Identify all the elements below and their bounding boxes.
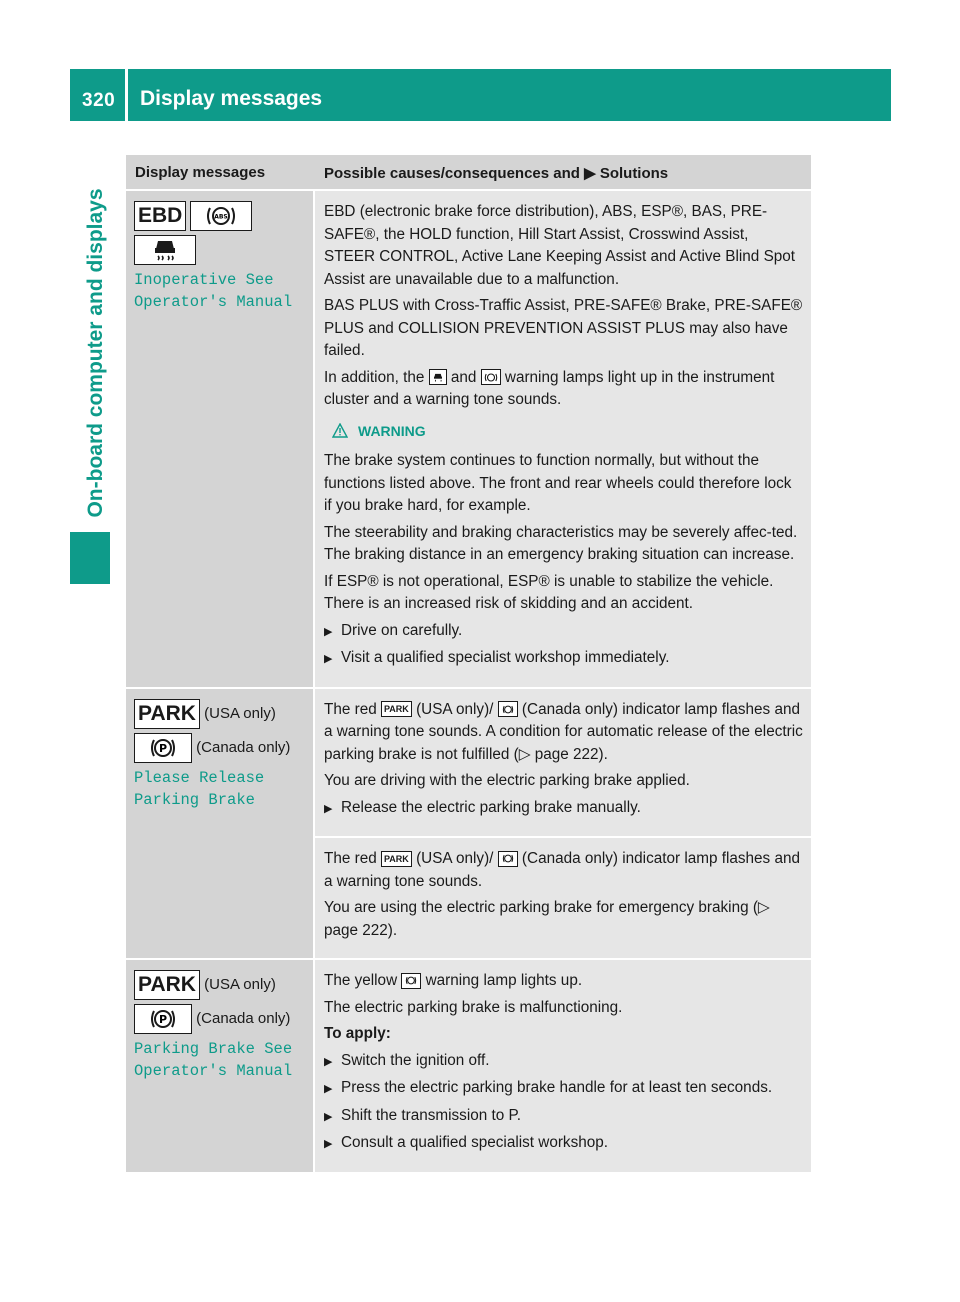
display-messages-table: [126, 155, 811, 1172]
display-message-line: Operator's Manual: [134, 293, 293, 311]
cause-text: [324, 699, 803, 767]
svg-text:P: P: [158, 741, 168, 755]
ebd-icon: EBD: [134, 201, 186, 231]
svg-text:P: P: [158, 1013, 168, 1026]
side-tab-marker: [70, 532, 110, 584]
display-cell: [126, 960, 313, 1172]
step-arrow-icon: ▶: [324, 1110, 333, 1123]
park-icon: PARK: [381, 701, 412, 717]
step-text: Shift the transmission to P.: [341, 1106, 521, 1124]
to-apply-heading: To apply:: [324, 1025, 391, 1042]
svg-text:ABS: ABS: [214, 213, 229, 221]
cause-text: BAS PLUS with Cross-Traffic Assist, PRE-SAFE® Brake, PRE-SAFE® PLUS and COLLISION PREVENTION ASSIST PLUS may also have failed.: [324, 297, 803, 359]
display-cell: [126, 689, 313, 959]
park-icon: PARK: [381, 851, 412, 867]
side-tab-label: On-board computer and displays: [84, 188, 107, 518]
warning-heading: [332, 420, 803, 443]
text-fragment: (Canada only) indicator lamp flashes and a warning tone sounds.: [324, 850, 800, 890]
step-arrow-icon: ▶: [324, 1138, 333, 1150]
warning-text: The brake system continues to function normally, but without the functions listed above. The front and rear wheels could therefore lock if you brake hard, for example.: [324, 452, 792, 514]
solution-cell: [315, 960, 811, 1172]
warning-text: The steerability and braking characteristics may be severely affec-ted. The braking distance in an emergency braking situation can increase.: [324, 523, 798, 563]
column-header-solutions: Possible causes/consequences and ▶ Solutions: [324, 165, 669, 182]
step-arrow-icon: ▶: [324, 625, 333, 638]
cause-text: [324, 848, 803, 893]
display-message-line: Please Release: [134, 768, 265, 787]
solution-step: [324, 647, 803, 671]
table-row: [126, 958, 811, 1172]
step-arrow-icon: ▶: [324, 802, 333, 815]
text-fragment: The red: [324, 850, 377, 867]
display-message-line: Inoperative See: [134, 271, 274, 289]
region-canada-label: (Canada only): [196, 1009, 291, 1027]
solution-step: [324, 1077, 803, 1101]
lamp-text: [324, 367, 803, 412]
abs-icon: [190, 201, 252, 231]
park-icon: PARK: [134, 699, 200, 729]
step-text: Visit a qualified specialist workshop immediately.: [341, 649, 670, 666]
solution-step: [324, 620, 803, 644]
parking-brake-icon: [134, 733, 192, 763]
text-fragment: In addition, the: [324, 368, 425, 386]
text-fragment: warning lamps light up in the instrument cluster and a warning tone sounds.: [324, 368, 775, 408]
solution-step: [324, 1050, 803, 1074]
text-fragment: warning lamp lights up.: [425, 972, 583, 989]
cause-text: The electric parking brake is malfunctioning.: [324, 998, 623, 1016]
step-arrow-icon: ▶: [324, 653, 333, 665]
text-fragment: and: [450, 368, 477, 386]
skid-icon: [134, 235, 196, 265]
warning-triangle-icon: [332, 423, 348, 438]
step-text: Consult a qualified specialist workshop.: [341, 1134, 608, 1151]
solution-step: [324, 797, 803, 821]
region-canada-label: (Canada only): [196, 738, 291, 756]
region-usa-label: (USA only): [204, 975, 276, 993]
table-header: [126, 155, 811, 191]
solution-step: [324, 1105, 803, 1129]
park-icon: PARK: [134, 970, 200, 1000]
step-arrow-icon: ▶: [324, 1055, 333, 1068]
step-text: Release the electric parking brake manually.: [341, 798, 641, 816]
table-row: [126, 191, 811, 687]
step-text: Press the electric parking brake handle for at least ten seconds.: [341, 1079, 773, 1096]
warning-label: WARNING: [358, 422, 426, 439]
display-message-line: Parking Brake: [134, 790, 255, 809]
text-fragment: The red: [324, 700, 377, 718]
display-cell: [126, 191, 313, 687]
solution-cell: [315, 191, 811, 687]
column-header-display: Display messages: [135, 164, 266, 181]
abs-icon: [481, 369, 501, 385]
page-title: Display messages: [140, 87, 323, 110]
header-divider: [125, 69, 128, 121]
parking-brake-icon: [401, 973, 421, 989]
solution-cell: [315, 689, 811, 837]
cause-text: You are driving with the electric parking brake applied.: [324, 772, 690, 789]
solution-step: [324, 1132, 803, 1156]
parking-brake-icon: [498, 851, 518, 867]
step-arrow-icon: ▶: [324, 1083, 333, 1095]
parking-brake-icon: [498, 701, 518, 717]
text-fragment: (USA only)/: [416, 850, 494, 867]
region-usa-label: (USA only): [204, 704, 276, 722]
cause-text: EBD (electronic brake force distribution), ABS, ESP®, BAS, PRE-SAFE®, the HOLD function, Hill Start Assist, Crosswind Assist, STEER CONTROL, Active Lane Keeping Assist and Active Blind Spot Assist are unavailable due to a malfunction.: [324, 203, 796, 288]
display-message-line: Operator's Manual: [134, 1062, 293, 1080]
parking-brake-icon: [134, 1004, 192, 1034]
text-fragment: The yellow: [324, 972, 398, 989]
warning-text: If ESP® is not operational, ESP® is unable to stabilize the vehicle. There is an increased risk of skidding and an accident.: [324, 572, 774, 612]
text-fragment: (Canada only) indicator lamp flashes and a warning tone sounds. A condition for automatic release of the electric parking brake is not fulfilled (▷ page 222).: [324, 700, 803, 763]
solution-cell: [315, 836, 811, 958]
table-row: [126, 687, 811, 959]
step-text: Drive on carefully.: [341, 621, 463, 639]
step-text: Switch the ignition off.: [341, 1051, 490, 1069]
display-message-line: Parking Brake See: [134, 1040, 293, 1058]
cause-text: You are using the electric parking brake for emergency braking (▷ page 222).: [324, 899, 770, 939]
skid-icon: [429, 369, 447, 385]
page-number: 320: [82, 90, 116, 111]
cause-text: [324, 970, 803, 993]
text-fragment: (USA only)/: [416, 700, 494, 718]
